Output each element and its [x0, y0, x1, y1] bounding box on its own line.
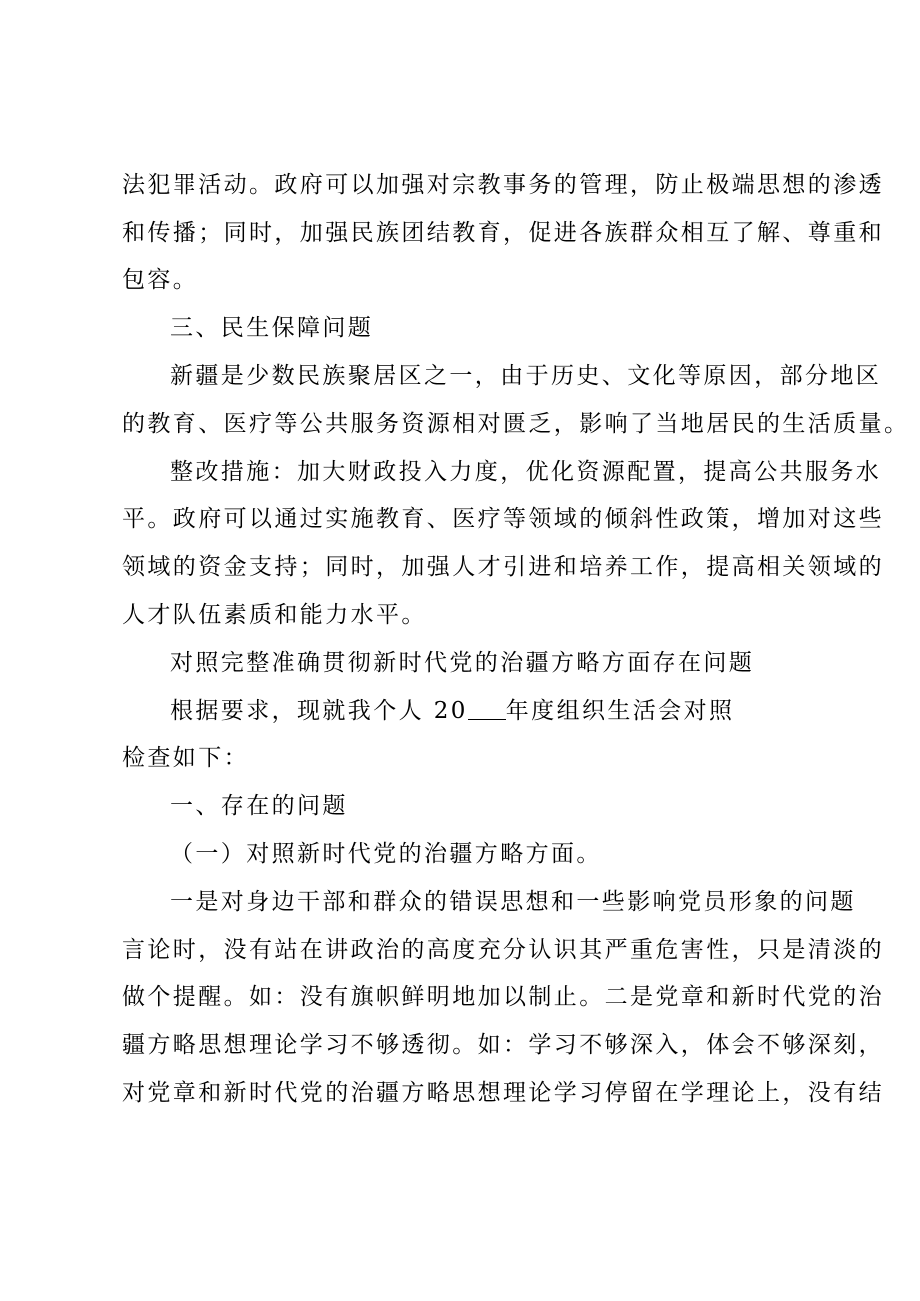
- document-title-line: 对照完整准确贯彻新时代党的治疆方略方面存在问题: [170, 650, 755, 676]
- paragraph-line: 做个提醒。如：没有旗帜鲜明地加以制止。二是党章和新时代党的治: [122, 984, 884, 1010]
- section-heading: 一、存在的问题: [170, 793, 348, 819]
- paragraph-line: 一是对身边干部和群众的错误思想和一些影响党员形象的问题: [170, 889, 856, 915]
- paragraph-line: 新疆是少数民族聚居区之一，由于历史、文化等原因，部分地区: [170, 363, 882, 389]
- paragraph-line: 检查如下：: [122, 745, 249, 771]
- paragraph-line: 包容。: [122, 267, 199, 293]
- paragraph-line: 整改措施：加大财政投入力度，优化资源配置，提高公共服务水: [170, 459, 882, 485]
- paragraph-line: 法犯罪活动。政府可以加强对宗教事务的管理，防止极端思想的渗透: [122, 172, 884, 198]
- paragraph-line: [170, 696, 734, 726]
- paragraph-line: 的教育、医疗等公共服务资源相对匮乏，影响了当地居民的生活质量。: [122, 411, 910, 437]
- paragraph-line: 和传播；同时，加强民族团结教育，促进各族群众相互了解、尊重和: [122, 220, 884, 246]
- line-text-before-blank: 根据要求，现就我个人 20: [170, 698, 468, 724]
- paragraph-line: 人才队伍素质和能力水平。: [122, 602, 427, 628]
- line-text-after-blank: 年度组织生活会对照: [505, 698, 735, 724]
- paragraph-line: 言论时，没有站在讲政治的高度充分认识其严重危害性，只是清淡的: [122, 937, 884, 963]
- paragraph-line: 对党章和新时代党的治疆方略思想理论学习停留在学理论上，没有结: [122, 1080, 884, 1106]
- paragraph-line: 平。政府可以通过实施教育、医疗等领域的倾斜性政策，增加对这些: [122, 506, 884, 532]
- subsection-heading: （一）对照新时代党的治疆方略方面。: [170, 841, 602, 867]
- section-heading: 三、民生保障问题: [170, 315, 374, 341]
- paragraph-line: 疆方略思想理论学习不够透彻。如：学习不够深入，体会不够深刻，: [122, 1032, 884, 1058]
- paragraph-line: 领域的资金支持；同时，加强人才引进和培养工作，提高相关领域的: [122, 554, 884, 580]
- year-blank: [468, 699, 506, 720]
